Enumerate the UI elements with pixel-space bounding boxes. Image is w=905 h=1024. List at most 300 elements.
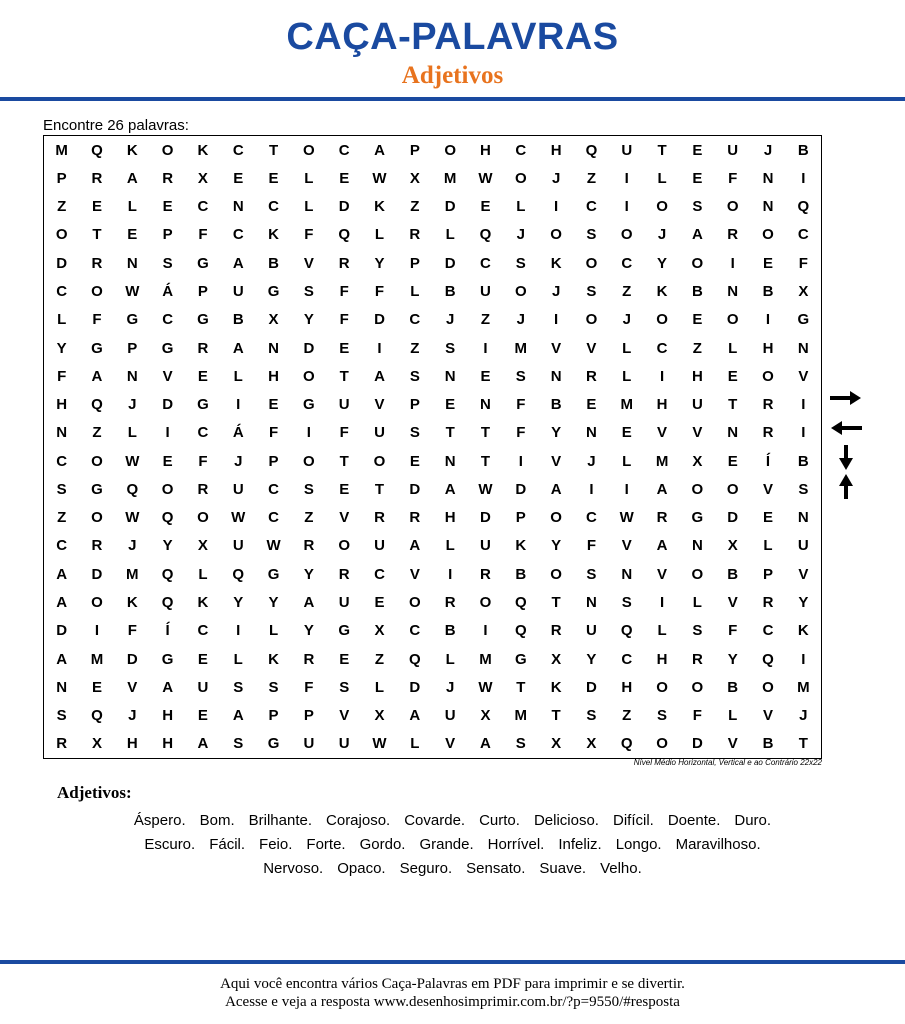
grid-cell: C [586, 509, 597, 527]
grid-cell: U [374, 424, 385, 442]
grid-cell: F [586, 537, 596, 555]
grid-cell: E [586, 396, 597, 414]
grid-cell: D [444, 198, 456, 216]
grid-cell: V [621, 537, 632, 555]
grid-cell: U [691, 396, 703, 414]
grid-cell: X [374, 707, 385, 725]
grid-cell: M [514, 707, 528, 725]
grid-cell: E [727, 452, 738, 470]
grid-cell: P [409, 396, 420, 414]
word-item: Horrível. [487, 836, 545, 853]
grid-cell: I [236, 622, 241, 640]
grid-cell: A [656, 537, 668, 555]
grid-cell: M [126, 565, 139, 583]
grid-cell: O [514, 282, 527, 300]
grid-cell: L [445, 537, 455, 555]
grid-cell: X [480, 707, 491, 725]
grid-cell: C [197, 622, 209, 640]
grid-cell: W [125, 452, 140, 470]
grid-cell: P [409, 254, 420, 272]
grid-cell: H [762, 339, 774, 357]
grid-cell: A [409, 537, 421, 555]
grid-cell: V [374, 396, 385, 414]
grid-cell: L [445, 650, 455, 668]
grid-cell: C [409, 311, 421, 329]
grid-cell: X [798, 282, 809, 300]
grid-cell: U [586, 622, 597, 640]
grid-cell: P [515, 509, 526, 527]
grid-cell: C [656, 339, 668, 357]
grid-cell: I [624, 169, 629, 187]
grid-cell: L [657, 622, 667, 640]
grid-cell: G [267, 282, 280, 300]
grid-cell: T [92, 226, 102, 244]
grid-cell: P [56, 169, 67, 187]
grid-cell: H [268, 367, 279, 385]
grid-cell: O [585, 254, 598, 272]
grid-cell: I [236, 396, 241, 414]
grid-cell: E [409, 452, 420, 470]
grid-cell: O [656, 678, 668, 696]
grid-cell: X [551, 735, 562, 753]
grid-cell: O [620, 226, 633, 244]
grid-cell: C [621, 254, 633, 272]
grid-cell: K [126, 141, 138, 159]
grid-cell: P [268, 707, 279, 725]
grid-cell: S [445, 339, 456, 357]
grid-cell: L [692, 593, 702, 611]
grid-cell: U [374, 537, 385, 555]
grid-cell: R [56, 735, 68, 753]
grid-cell: E [763, 254, 774, 272]
grid-cell: W [372, 169, 387, 187]
grid-cell: T [657, 141, 667, 159]
grid-cell: G [197, 254, 209, 272]
grid-cell: N [762, 198, 774, 216]
grid-cell: C [480, 254, 491, 272]
grid-cell: Y [268, 593, 279, 611]
grid-cell: N [797, 339, 809, 357]
grid-cell: Q [126, 480, 139, 498]
grid-cell: Q [232, 565, 245, 583]
word-list-line [45, 809, 860, 833]
grid-cell: T [339, 367, 349, 385]
grid-cell: O [303, 141, 315, 159]
grid-cell: H [550, 141, 562, 159]
grid-cell: C [797, 226, 809, 244]
grid-cell: B [797, 141, 809, 159]
grid-cell: E [692, 141, 703, 159]
grid-cell: A [91, 367, 103, 385]
grid-cell: Z [410, 339, 420, 357]
grid-cell: R [444, 593, 456, 611]
grid-cell: C [162, 311, 174, 329]
grid-cell: B [727, 565, 739, 583]
grid-cell: E [445, 396, 456, 414]
grid-cell: I [624, 198, 629, 216]
grid-cell: D [515, 480, 527, 498]
grid-cell: D [691, 735, 703, 753]
grid-cell: G [126, 311, 139, 329]
grid-cell: Q [620, 735, 633, 753]
grid-cell: V [303, 254, 314, 272]
word-item: Covarde. [404, 812, 466, 829]
grid-cell: F [692, 707, 702, 725]
grid-cell: G [267, 565, 280, 583]
grid-cell: O [91, 452, 103, 470]
grid-cell: H [480, 141, 491, 159]
grid-cell: T [480, 424, 491, 442]
grid-cell: E [127, 226, 138, 244]
grid-cell: I [306, 424, 311, 442]
grid-cell: V [409, 565, 420, 583]
word-item: Velho. [600, 860, 642, 877]
grid-cell: K [374, 198, 385, 216]
grid-cell: V [798, 565, 809, 583]
grid-cell: N [691, 537, 703, 555]
grid-cell: K [550, 678, 562, 696]
grid-cell: X [551, 650, 562, 668]
grid-cell: R [197, 339, 209, 357]
grid-cell: P [162, 226, 173, 244]
grid-cell: I [94, 622, 100, 640]
grid-cell: O [726, 311, 739, 329]
grid-cell: T [445, 424, 455, 442]
grid-cell: J [445, 678, 455, 696]
grid-cell: Z [480, 311, 491, 329]
grid-cell: I [765, 311, 771, 329]
word-item: Gordo. [359, 836, 406, 853]
grid-cell: V [551, 339, 562, 357]
grid-cell: N [727, 424, 739, 442]
grid-cell: N [444, 367, 456, 385]
grid-cell: B [727, 678, 739, 696]
grid-cell: V [162, 367, 173, 385]
grid-cell: J [587, 452, 596, 470]
grid-cell: Y [56, 339, 67, 357]
grid-cell: H [162, 735, 174, 753]
grid-cell: C [56, 537, 68, 555]
grid-cell: C [338, 141, 350, 159]
grid-cell: E [727, 367, 738, 385]
grid-cell: L [57, 311, 67, 329]
grid-cell: Q [161, 593, 174, 611]
grid-cell: D [338, 198, 350, 216]
grid-cell: E [268, 396, 279, 414]
grid-cell: A [656, 480, 668, 498]
grid-cell: J [551, 282, 561, 300]
grid-cell: Q [797, 198, 810, 216]
grid-cell: L [127, 424, 137, 442]
grid-cell: A [374, 367, 385, 385]
grid-cell: J [128, 707, 137, 725]
grid-cell: U [232, 537, 244, 555]
grid-cell: W [266, 537, 281, 555]
grid-cell: Y [657, 254, 668, 272]
grid-cell: S [798, 480, 809, 498]
grid-cell: R [374, 509, 385, 527]
grid-cell: W [125, 282, 140, 300]
grid-cell: J [622, 311, 631, 329]
grid-cell: Q [762, 650, 774, 668]
grid-cell: T [798, 735, 808, 753]
grid-cell: T [551, 707, 561, 725]
grid-cell: O [550, 226, 562, 244]
grid-cell: C [515, 141, 527, 159]
grid-cell: E [233, 169, 244, 187]
grid-cell: U [338, 593, 350, 611]
grid-cell: L [304, 169, 314, 187]
grid-cell: B [691, 282, 703, 300]
grid-cell: D [126, 650, 138, 668]
grid-cell: O [762, 367, 774, 385]
grid-cell: A [126, 169, 138, 187]
grid-cell: K [268, 226, 279, 244]
grid-cell: N [480, 396, 491, 414]
grid-cell: L [728, 707, 738, 725]
grid-cell: M [655, 452, 669, 470]
grid-cell: R [762, 593, 774, 611]
grid-cell: C [268, 480, 279, 498]
grid-cell: R [91, 254, 103, 272]
grid-cell: G [338, 622, 351, 640]
grid-cell: O [161, 141, 174, 159]
grid-cell: O [656, 198, 668, 216]
grid-cell: G [514, 650, 527, 668]
page-title: CAÇA-PALAVRAS [286, 16, 619, 58]
grid-cell: Y [551, 424, 562, 442]
grid-cell: X [586, 735, 597, 753]
grid-cell: R [409, 226, 421, 244]
grid-cell: W [125, 509, 140, 527]
grid-cell: V [763, 707, 774, 725]
grid-cell: J [763, 141, 773, 159]
grid-cell: L [304, 198, 314, 216]
grid-cell: Y [586, 650, 597, 668]
grid-cell: F [198, 452, 208, 470]
word-search-grid [43, 135, 822, 759]
grid-cell: V [657, 565, 668, 583]
grid-cell: S [56, 707, 67, 725]
grid-cell: K [515, 537, 527, 555]
grid-cell: L [763, 537, 773, 555]
grid-cell: O [197, 509, 209, 527]
grid-cell: O [762, 678, 774, 696]
grid-cell: Y [233, 593, 244, 611]
word-item: Feio. [259, 836, 293, 853]
grid-cell: E [197, 367, 208, 385]
grid-cell: Z [304, 509, 314, 527]
grid-cell: F [339, 424, 349, 442]
grid-cell: W [231, 509, 246, 527]
grid-cell: K [656, 282, 668, 300]
grid-cell: Q [161, 509, 174, 527]
grid-cell: T [516, 678, 526, 696]
grid-cell: F [268, 424, 279, 442]
grid-cell: N [762, 169, 774, 187]
grid-cell: E [197, 707, 208, 725]
grid-cell: N [126, 367, 138, 385]
grid-cell: C [197, 198, 209, 216]
grid-cell: A [374, 141, 385, 159]
grid-cell: G [91, 339, 103, 357]
grid-cell: V [763, 480, 774, 498]
grid-cell: Q [408, 650, 421, 668]
grid-cell: G [267, 735, 280, 753]
grid-cell: C [586, 198, 597, 216]
grid-cell: U [197, 678, 209, 696]
grid-cell: X [197, 537, 208, 555]
grid-cell: J [516, 226, 525, 244]
grid-cell: L [622, 339, 632, 357]
grid-cell: U [232, 480, 244, 498]
grid-cell: N [56, 678, 68, 696]
grid-cell: S [586, 565, 597, 583]
grid-cell: R [762, 424, 774, 442]
grid-cell: D [374, 311, 385, 329]
word-item: Delicioso. [533, 812, 599, 829]
grid-cell: Z [92, 424, 102, 442]
grid-cell: N [232, 198, 244, 216]
grid-cell: C [762, 622, 774, 640]
grid-cell: A [409, 707, 421, 725]
word-item: Suave. [539, 860, 587, 877]
grid-cell: E [339, 169, 350, 187]
grid-cell: L [728, 339, 738, 357]
grid-cell: X [374, 622, 385, 640]
grid-cell: N [444, 452, 456, 470]
grid-cell: S [586, 707, 597, 725]
word-item: Corajoso. [326, 812, 391, 829]
grid-cell: L [445, 226, 455, 244]
grid-cell: F [57, 367, 67, 385]
word-item: Doente. [667, 812, 721, 829]
grid-cell: S [409, 424, 420, 442]
grid-cell: R [480, 565, 491, 583]
grid-cell: K [797, 622, 809, 640]
grid-cell: C [268, 509, 279, 527]
word-item: Duro. [734, 812, 772, 829]
grid-cell: F [516, 424, 526, 442]
grid-cell: W [619, 509, 634, 527]
footer-line-2: Acesse e veja a resposta www.desenhosimprimir.com.br/?p=9550/#resposta [225, 994, 680, 1010]
word-list-line [45, 857, 860, 881]
word-item: Bom. [199, 812, 235, 829]
grid-cell: O [691, 254, 704, 272]
grid-cell: E [763, 509, 774, 527]
grid-cell: E [692, 169, 703, 187]
page-subtitle: Adjetivos [401, 62, 504, 89]
grid-cell: N [586, 424, 597, 442]
grid-cell: C [197, 424, 209, 442]
grid-cell: I [483, 622, 488, 640]
grid-cell: R [91, 537, 103, 555]
grid-cell: E [268, 169, 279, 187]
grid-cell: F [198, 226, 208, 244]
grid-cell: U [303, 735, 315, 753]
grid-cell: F [728, 622, 738, 640]
grid-cell: I [165, 424, 170, 442]
grid-cell: U [444, 707, 456, 725]
grid-cell: O [726, 198, 739, 216]
grid-cell: N [268, 339, 279, 357]
grid-cell: U [621, 141, 633, 159]
grid-cell: Q [161, 565, 174, 583]
grid-cell: I [801, 650, 806, 668]
grid-cell: D [162, 396, 174, 414]
grid-cell: Q [514, 593, 527, 611]
grid-cell: Q [91, 396, 103, 414]
grid-cell: T [480, 452, 491, 470]
grid-cell: G [91, 480, 103, 498]
grid-cell: V [798, 367, 809, 385]
grid-cell: Z [374, 650, 385, 668]
grid-cell: I [448, 565, 453, 583]
grid-cell: J [657, 226, 667, 244]
grid-cell: Y [727, 650, 738, 668]
grid-cell: E [197, 650, 208, 668]
grid-cell: F [374, 282, 385, 300]
grid-cell: Y [551, 537, 562, 555]
grid-cell: R [197, 480, 209, 498]
grid-cell: M [479, 650, 492, 668]
grid-cell: A [480, 735, 491, 753]
arrow-right-icon [828, 388, 864, 408]
grid-cell: V [727, 593, 738, 611]
grid-cell: V [727, 735, 738, 753]
grid-cell: R [303, 650, 315, 668]
grid-cell: A [303, 593, 315, 611]
instructions: Encontre 26 palavras: [43, 117, 189, 134]
grid-cell: D [409, 678, 421, 696]
grid-cell: Á [232, 424, 244, 442]
grid-cell: V [657, 424, 668, 442]
grid-cell: O [91, 509, 103, 527]
grid-cell: L [374, 678, 385, 696]
arrow-left-icon [828, 418, 864, 438]
grid-cell: O [691, 480, 704, 498]
grid-cell: F [127, 622, 137, 640]
grid-cell: E [162, 452, 173, 470]
grid-cell: L [657, 169, 667, 187]
grid-cell: Y [162, 537, 173, 555]
grid-cell: B [268, 254, 279, 272]
grid-cell: S [515, 735, 526, 753]
grid-cell: S [162, 254, 173, 272]
grid-cell: S [515, 254, 526, 272]
grid-cell: K [197, 141, 209, 159]
grid-cell: R [762, 396, 774, 414]
grid-cell: E [339, 650, 350, 668]
grid-cell: D [56, 622, 68, 640]
grid-cell: Z [622, 282, 632, 300]
grid-cell: R [550, 622, 562, 640]
grid-cell: D [444, 254, 456, 272]
grid-cell: W [478, 169, 493, 187]
grid-cell: Z [622, 707, 632, 725]
grid-cell: K [197, 593, 209, 611]
word-list-line [45, 833, 860, 857]
grid-cell: O [550, 509, 562, 527]
grid-cell: H [444, 509, 456, 527]
grid-cell: E [374, 593, 385, 611]
grid-cell: P [268, 452, 279, 470]
grid-cell: R [727, 226, 739, 244]
grid-cell: N [126, 254, 138, 272]
grid-cell: B [515, 565, 527, 583]
word-item: Opaco. [337, 860, 386, 877]
grid-cell: Y [798, 593, 809, 611]
